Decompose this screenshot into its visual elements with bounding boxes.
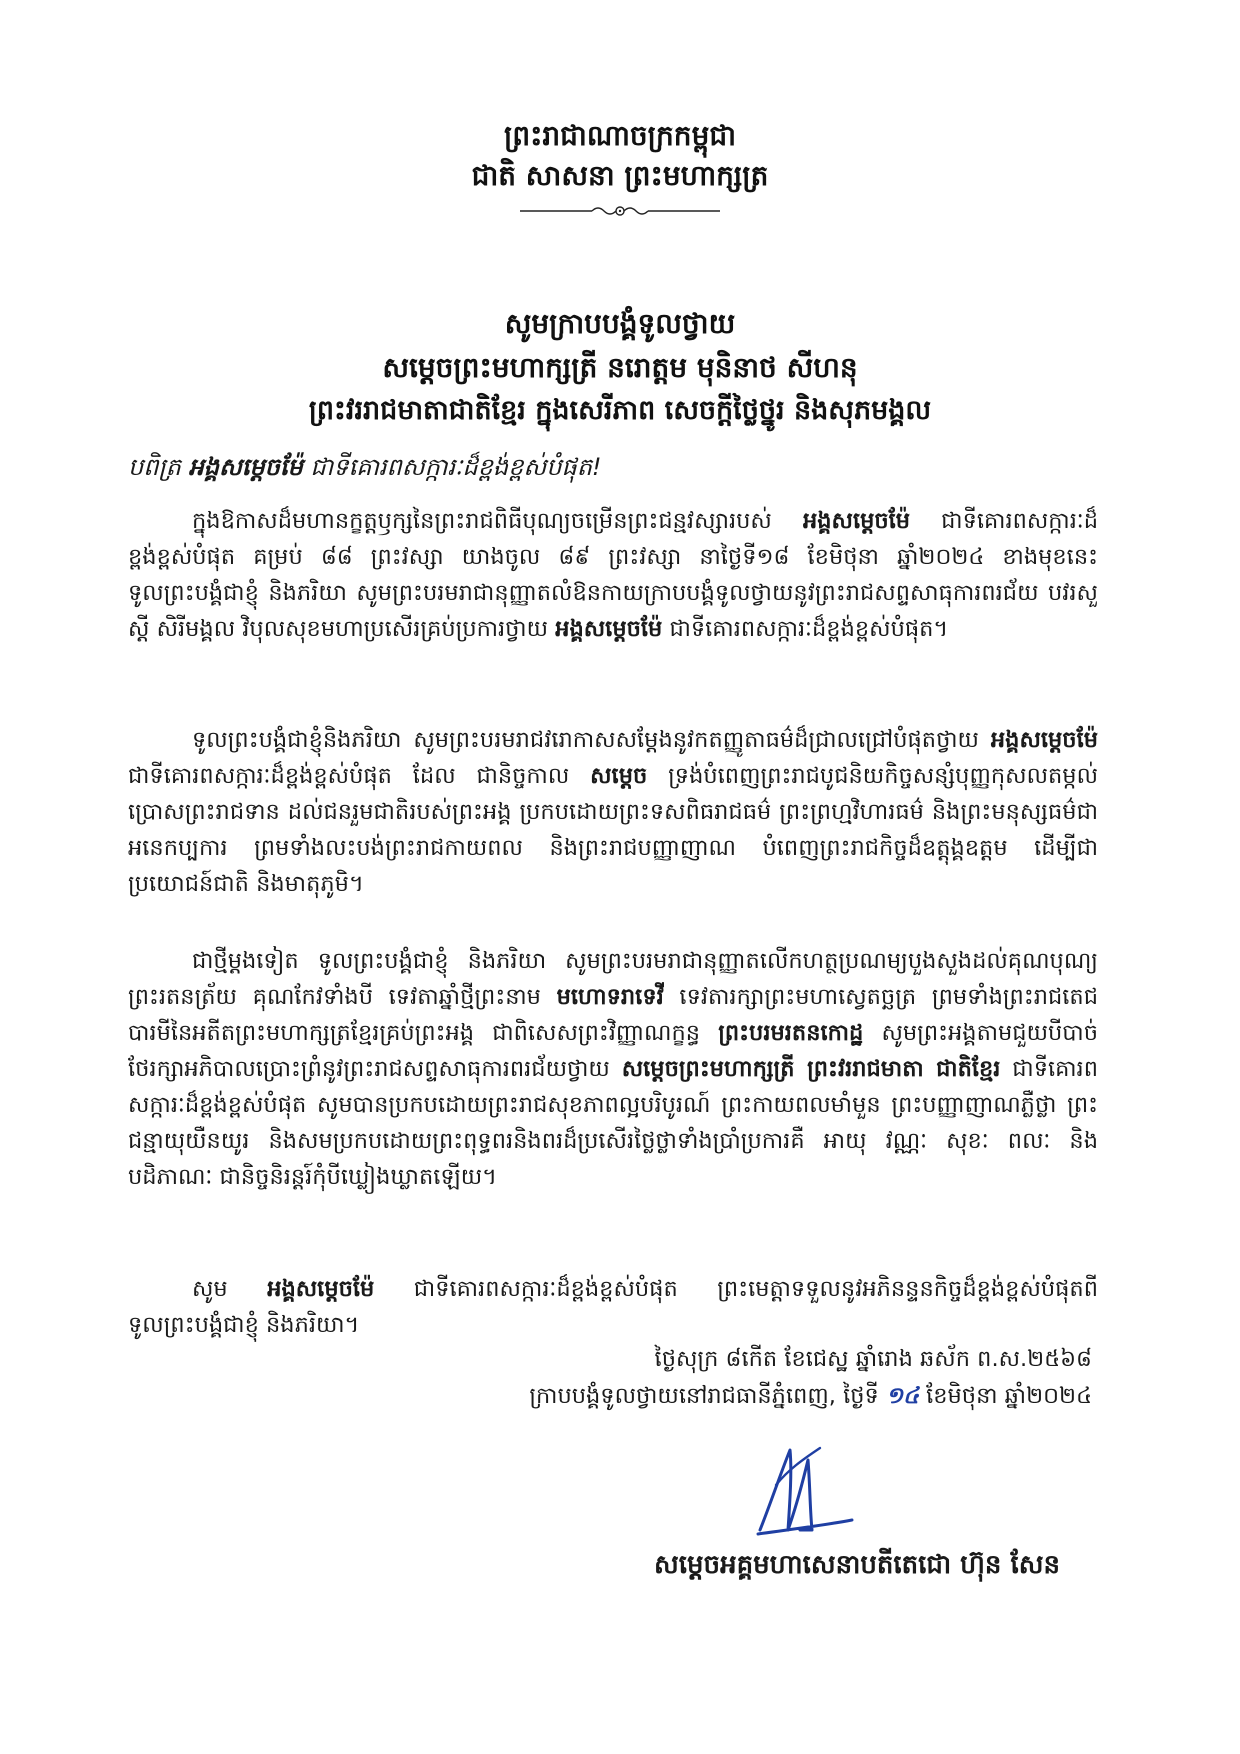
p2-text-a: ទូលព្រះបង្គំជាខ្ញុំនិងភរិយា សូមព្រះបរមរាជវរោកាសសម្តែងនូវកតញ្ញូតាធម៌ដ៏ជ្រាលជ្រៅបំផុតថ្វាយ	[192, 727, 991, 753]
ornament-divider-icon	[520, 201, 720, 221]
handwritten-day: ១៤	[885, 1383, 919, 1409]
p3-text-c: ទេវតារក្សាព្រះមហាស្វេតច្ឆត្រ ព្រមទាំងព្រះរាជតេជបារមីនៃអតីតព្រះមហាក្សត្រខ្មែរគ្រប់ព្រះអង្គ ជាពិសេសព្រះវិញ្ញាណក្ខន្ធ	[128, 984, 1098, 1046]
paragraph-2	[128, 722, 1098, 902]
paragraph-4	[128, 1271, 1098, 1343]
paragraph-3	[128, 943, 1098, 1195]
handwritten-signature	[740, 1430, 860, 1550]
p1-text-a: ក្នុងឱកាសដ៏មហានក្ខត្តឫក្សនៃព្រះរាជពិធីបុណ្យចម្រើនព្រះជន្មវស្សារបស់	[192, 508, 803, 534]
p3-bold-d: ព្រះបរមរតនកោដ្ឋ	[718, 1020, 864, 1046]
salutation	[128, 452, 602, 487]
p3-text-e: សូមព្រះអង្គតាមជួយបីបាច់ថែរក្សាអភិបាលប្រោះព្រំនូវព្រះរាជសព្ទសាធុការពរជ័យថ្វាយ	[128, 1020, 1098, 1082]
salutation-suffix: ជាទីគោរពសក្ការៈដ៏ខ្ពង់ខ្ពស់បំផុត!	[302, 453, 602, 481]
p4-text-c: ជាទីគោរពសក្ការៈដ៏ខ្ពង់ខ្ពស់បំផុត ព្រះមេត្តាទទួលនូវអភិនន្ទនកិច្ចដ៏ខ្ពង់ខ្ពស់បំផុតពីទូលព្រះបង្គំជាខ្ញុំ និងភរិយា។	[128, 1276, 1098, 1338]
p2-text-e: ទ្រង់បំពេញព្រះរាជបូជនិយកិច្ចសន្សំបុញ្ញកុសលតម្កល់ប្រោសព្រះរាជទាន ដល់ជនរួមជាតិរបស់ព្រះអង្គ ប្រកបដោយព្រះទសពិធរាជធម៌ ព្រះព្រហ្មវិហារធម៌ និងព្រះមនុស្សធម៌ជាអនេកប្បការ ព្រមទាំងលះបង់ព្រះរាជកាយពល និងព្រះរាជបញ្ញាញាណ បំពេញព្រះរាជកិច្ចដ៏ឧត្តុង្គឧត្តម ដើម្បីជាប្រយោជន៍ជាតិ និងមាតុភូមិ។	[128, 763, 1098, 897]
p3-bold-b: មហោទរាទេវី	[556, 984, 664, 1010]
p1-text-e: ជាទីគោរពសក្ការៈដ៏ខ្ពង់ខ្ពស់បំផុត។	[662, 616, 949, 642]
salutation-honor: អង្គសម្តេចម៉ែ	[188, 453, 303, 481]
p4-honor: អង្គសម្តេចម៉ែ	[267, 1276, 375, 1302]
p3-text-g: ជាទីគោរពសក្ការៈដ៏ខ្ពង់ខ្ពស់បំផុត សូមបានប្រកបដោយព្រះរាជសុខភាពល្អបរិបូរណ៍ ព្រះកាយពលមាំមួន ព្រះបញ្ញាញាណភ្លឺថ្លា ព្រះជន្មាយុយឺនយូរ និងសមប្រកបដោយព្រះពុទ្ធពរនិងពរដ៏ប្រសើរថ្លៃថ្លាទាំងប្រាំប្រការគឺ អាយុ វណ្ណៈ សុខៈ ពលៈ និងបដិភាណៈ ជានិច្ចនិរន្តរ៍កុំបីឃ្លៀងឃ្លាតឡើយ។	[128, 1056, 1098, 1190]
lunar-date: ថ្ងៃសុក្រ ៨កើត ខែជេស្ឋ ឆ្នាំរោង ឆស័ក ព.ស.២៥៦៨	[654, 1346, 1092, 1372]
p1-honor-1: អង្គសម្តេចម៉ែ	[802, 508, 911, 534]
title-line-2: សម្តេចព្រះមហាក្សត្រី នរោត្តម មុនិនាថ សីហនុ	[382, 351, 858, 384]
signer-name: សម្តេចអគ្គមហាសេនាបតីតេជោ ហ៊ុន សែន	[654, 1550, 1060, 1580]
p1-honor-2: អង្គសម្តេចម៉ែ	[555, 616, 663, 642]
p4-text-a: សូម	[192, 1276, 268, 1302]
paragraph-1	[128, 503, 1098, 647]
title-line-3: ព្រះវររាជមាតាជាតិខ្មែរ ក្នុងសេរីភាព សេចក្តីថ្លៃថ្នូរ និងសុភមង្គល	[308, 395, 932, 426]
place-date	[529, 1381, 1092, 1414]
p2-text-c: ជាទីគោរពសក្ការៈដ៏ខ្ពង់ខ្ពស់បំផុត ដែល ជានិច្ចកាល	[128, 763, 591, 789]
p2-honor-1: អង្គសម្តេចម៉ែ	[990, 727, 1098, 753]
place-date-prefix: ក្រាបបង្គំទូលថ្វាយនៅរាជធានីភ្នំពេញ, ថ្ងៃទី	[529, 1383, 886, 1409]
p3-text-a: ជាថ្មីម្តងទៀត ទូលព្រះបង្គំជាខ្ញុំ និងភរិយា សូមព្រះបរមរាជានុញ្ញាតលើកហត្ថប្រណម្យបួងសួងដល់គុណបុណ្យព្រះរតនត្រ័យ គុណកែវទាំងបី ទេវតាឆ្នាំថ្មីព្រះនាម	[128, 948, 1098, 1010]
national-motto: ជាតិ សាសនា ព្រះមហាក្សត្រ	[471, 159, 769, 192]
salutation-prefix: បពិត្រ	[128, 453, 189, 481]
kingdom-heading: ព្រះរាជាណាចក្រកម្ពុជា	[503, 119, 736, 152]
place-date-month-year: ខែមិថុនា ឆ្នាំ២០២៤	[918, 1383, 1092, 1409]
p1-text-c: ជាទីគោរពសក្ការៈដ៏ខ្ពង់ខ្ពស់បំផុត គម្រប់ ៨៨ ព្រះវស្សា យាងចូល ៨៩ ព្រះវស្សា នាថ្ងៃទី១៨ ខែមិថុនា ឆ្នាំ២០២៤ ខាងមុខនេះ ទូលព្រះបង្គំជាខ្ញុំ និងភរិយា សូមព្រះបរមរាជានុញ្ញាតលំឱនកាយក្រាបបង្គំទូលថ្វាយនូវព្រះរាជសព្ទសាធុការពរជ័យ បវរសួស្តី សិរីមង្គល វិបុលសុខមហាប្រសើរគ្រប់ប្រការថ្វាយ	[128, 508, 1098, 642]
p2-honor-2: សម្តេច	[590, 763, 648, 789]
p3-bold-f: សម្តេចព្រះមហាក្សត្រី ព្រះវររាជមាតា ជាតិខ្មែរ	[621, 1056, 1001, 1082]
title-line-1: សូមក្រាបបង្គំទូលថ្វាយ	[504, 307, 736, 340]
